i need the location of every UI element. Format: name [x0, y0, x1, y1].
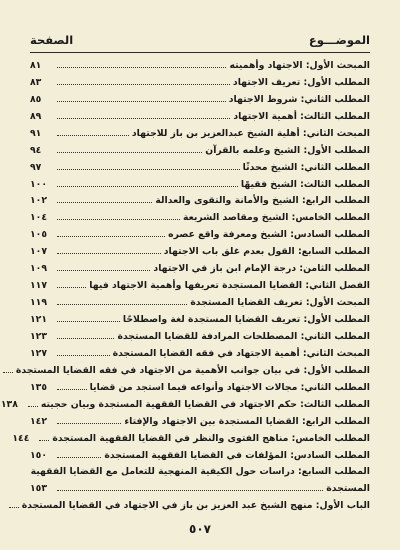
toc-entry-title: المبحث الأول: تعريف القضايا المستجدة [190, 297, 370, 309]
toc-entry-title: الفصل الثاني: القضايا المستجدة تعريفها وأهمية الاجتهاد فيها [89, 280, 370, 292]
toc-entry-title: المطلب الأول: في بيان جوانب الأهمية من الاجتهاد في فقه القضايا المستجدة [15, 364, 370, 376]
toc-entry [30, 308, 370, 325]
toc-entry-page: ١٠٠ [30, 178, 48, 190]
toc-entry [30, 88, 370, 105]
toc-entry-title: المبحث الثاني: أهلية الشيخ عبدالعزيز بن باز للاجتهاد [131, 127, 370, 139]
toc-entry-title: المطلب الخامس: الشيخ ومقاصد الشريعة [182, 212, 370, 224]
toc-entry-page: ٨٩ [30, 110, 42, 122]
toc-entry-page: ١٠٥ [30, 229, 48, 241]
toc-entry-page: ١٢١ [30, 314, 48, 325]
toc-entry-page: ١٠٢ [30, 195, 48, 207]
toc-entry-title: المطلب الرابع: القضايا المستجدة بين الاجتهاد والإفتاء [124, 415, 370, 427]
dot-leader [57, 490, 323, 491]
toc-entry [30, 223, 370, 240]
toc-entry-title: المطلب الثاني: الشيخ محدثًا [242, 161, 370, 173]
toc-entry-title: المطلب السادس: المؤلفات في القضايا الفقهية المستجدة [104, 449, 370, 461]
toc-entry-page: ١٥٣ [30, 483, 48, 495]
toc-entry [30, 190, 370, 207]
dot-leader [57, 152, 202, 153]
dot-leader [3, 372, 13, 373]
dot-leader [57, 457, 101, 458]
toc-entry-page: ٩٤ [30, 144, 42, 156]
toc-entry [30, 477, 370, 494]
toc-entry [30, 173, 370, 190]
toc-entry [30, 71, 370, 88]
toc-entry-page: ٨١ [30, 59, 42, 71]
table-of-contents [0, 54, 370, 512]
dot-leader [57, 101, 226, 102]
toc-entry-page: ١١٩ [30, 297, 48, 309]
toc-header [30, 30, 370, 50]
toc-entry-page: ١٣٥ [30, 381, 48, 393]
toc-entry-title: المبحث الأول: الاجتهاد وأهميته [229, 59, 370, 71]
dot-leader [28, 406, 38, 407]
toc-entry [0, 393, 370, 410]
dot-leader [57, 321, 120, 322]
toc-entry-title: الباب الأول: منهج الشيخ عبد العزيز بن باز في الاجتهاد في القضايا المستجدة [21, 500, 370, 512]
toc-entry-page [0, 500, 6, 511]
toc-entry-title: المطلب الأول: تعريف القضايا المستجدة لغة واصطلاحًا [122, 314, 370, 325]
toc-entry-title: المطلب الثاني: مجالات الاجتهاد وأنواعه فيما استجد من قضايا [89, 381, 370, 393]
toc-entry [30, 257, 370, 274]
toc-entry [30, 206, 370, 223]
dot-leader [57, 253, 161, 254]
toc-entry-page: ١٥٠ [30, 449, 48, 461]
toc-entry [30, 122, 370, 139]
dot-leader [57, 287, 86, 288]
toc-entry-page: ١٠٧ [30, 246, 48, 258]
toc-entry [30, 444, 370, 461]
dot-leader [57, 236, 165, 237]
toc-entry-page: ٨٣ [30, 76, 42, 88]
toc-entry-title: المطلب الثامن: درجة الإمام ابن باز في الاجتهاد [153, 263, 370, 275]
toc-entry-title: المطلب الثالث: حكم الاجتهاد في القضايا الفقهية المستجدة وبيان حجيته [40, 398, 370, 410]
toc-entry-page: ١٠٩ [30, 263, 48, 275]
toc-entry [15, 359, 370, 376]
subject-column-heading: الموضـــوع [308, 33, 370, 47]
toc-entry-title: المطلب السادس: الشيخ ومعرفة واقع عصره [168, 229, 370, 241]
dot-leader [57, 423, 121, 424]
toc-entry [21, 494, 370, 512]
toc-entry [30, 240, 370, 257]
dot-leader [57, 118, 230, 119]
toc-entry-title: المبحث الثاني: أهمية الاجتهاد في فقه القضايا المستجدة [112, 347, 370, 359]
toc-entry-page: ١٢٣ [30, 330, 48, 342]
toc-entry-title: المستجدة [326, 483, 370, 495]
dot-leader [9, 507, 19, 508]
toc-entry-title: المطلب الأول: الشيخ وعلمه بالقرآن [205, 144, 370, 156]
dot-leader [57, 135, 129, 136]
toc-entry-page: ٨٥ [30, 93, 42, 105]
page-number: ٥٠٧ [189, 522, 211, 536]
dot-leader [57, 67, 226, 68]
toc-entry-page: ٩١ [30, 127, 42, 139]
header-divider [30, 52, 370, 53]
toc-entry [30, 156, 370, 173]
toc-entry-page: ١٣٨ [0, 398, 18, 410]
dot-leader [57, 186, 238, 187]
dot-leader [57, 304, 187, 305]
toc-entry [30, 274, 370, 291]
dot-leader [57, 219, 180, 220]
toc-entry [30, 342, 370, 359]
toc-entry [30, 139, 370, 156]
toc-entry-title: المطلب السابع: دراسات حول الكيفية المنهجية للتعامل مع القضايا الفقهية [30, 466, 370, 478]
toc-entry [30, 410, 370, 427]
toc-entry-title: المطلب الرابع: الشيخ والأمانة والتقوى والعدالة [155, 195, 370, 207]
dot-leader [57, 169, 240, 170]
toc-entry [30, 461, 370, 478]
toc-entry-title: المطلب الأول: تعريف الاجتهاد [232, 76, 370, 88]
toc-entry [12, 427, 370, 444]
toc-entry [30, 376, 370, 393]
toc-entry-title: المطلب الثاني: المصطلحات المرادفة للقضايا المستجدة [117, 330, 370, 342]
toc-entry-page: ١٤٤ [12, 432, 30, 444]
dot-leader [57, 355, 110, 356]
toc-entry [30, 325, 370, 342]
toc-entry [30, 291, 370, 308]
toc-entry-title: المطلب الثالث: أهمية الاجتهاد [233, 110, 370, 122]
toc-entry [30, 54, 370, 71]
dot-leader [57, 202, 152, 203]
dot-leader [57, 84, 230, 85]
toc-entry-page: ١١٧ [30, 280, 48, 292]
toc-entry-title: المطلب الثاني: شروط الاجتهاد [228, 93, 370, 105]
toc-entry-page: ١٢٧ [30, 347, 48, 359]
dot-leader [57, 338, 114, 339]
page-column-heading: الصفحة [30, 33, 74, 47]
dot-leader [57, 270, 150, 271]
toc-entry-title: المطلب السابع: القول بعدم غلق باب الاجتهاد [163, 246, 370, 258]
toc-entry-page: ١٠٤ [30, 212, 48, 224]
toc-entry-page: ١٤٢ [30, 415, 48, 427]
toc-entry [30, 105, 370, 122]
dot-leader [57, 389, 87, 390]
toc-entry-title: المطلب الثالث: الشيخ فقيهًا [240, 178, 370, 190]
toc-entry-page: ٩٧ [30, 161, 42, 173]
toc-entry-title: المطلب الخامس: مناهج الفتوى والنظر في القضايا الفقهية المستجدة [52, 432, 370, 444]
dot-leader [39, 440, 49, 441]
